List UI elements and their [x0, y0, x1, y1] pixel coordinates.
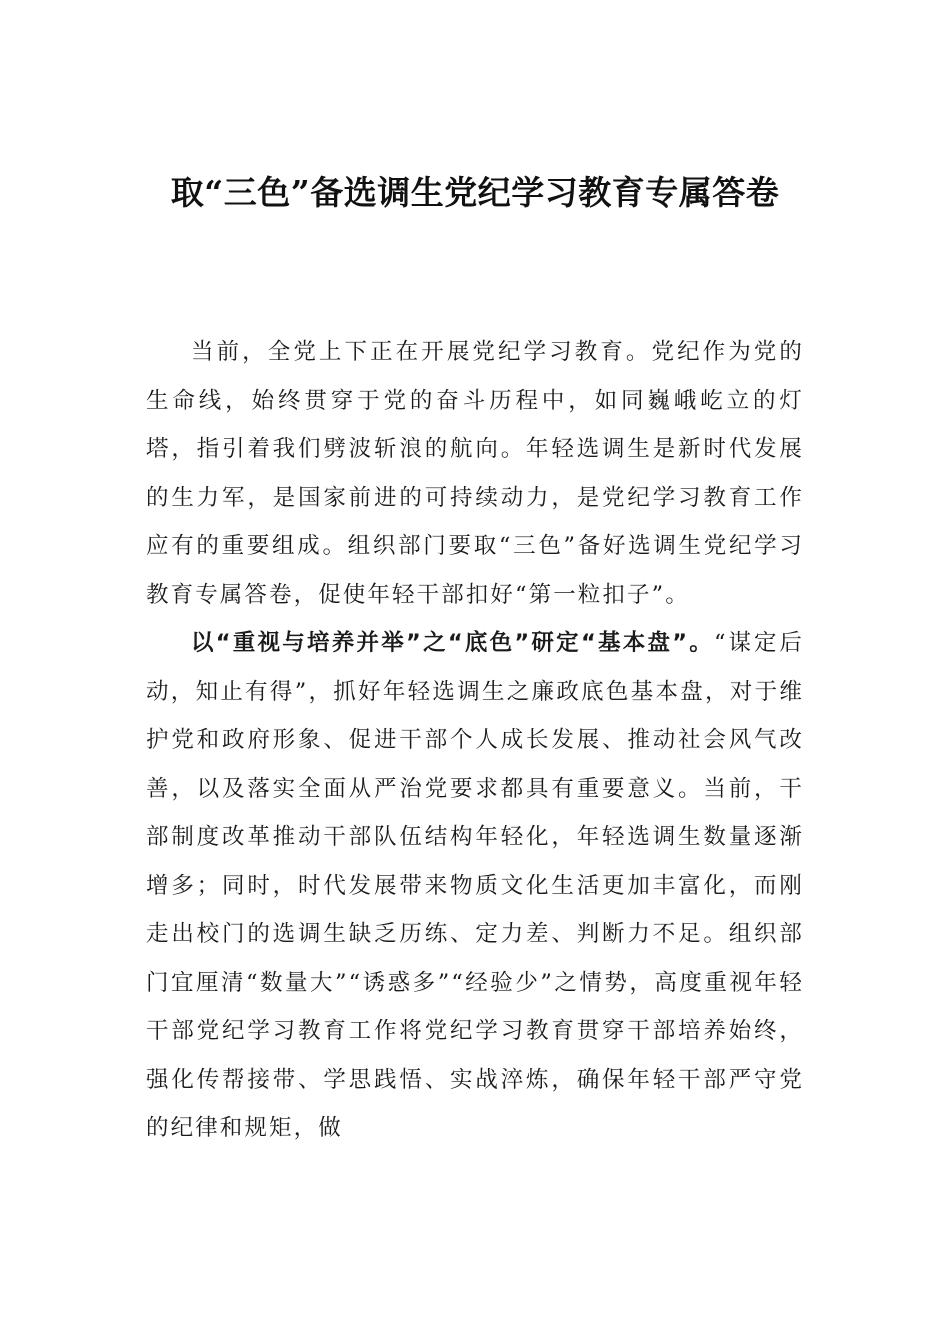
paragraph-section-1	[146, 619, 804, 1153]
section-1-text: “谋定后动，知止有得”，抓好年轻选调生之廉政底色基本盘，对于维护党和政府形象、促进干部个人成长发展、推动社会风气改善，以及落实全面从严治党要求都具有重要意义。当前，干部制度改革推动干部队伍结构年轻化，年轻选调生数量逐渐增多；同时，时代发展带来物质文化生活更加丰富化，而刚走出校门的选调生缺乏历练、定力差、判断力不足。组织部门宜厘清“数量大”“诱惑多”“经验少”之情势，高度重视年轻干部党纪学习教育工作将党纪学习教育贯穿干部培养始终，强化传帮接带、学思践悟、实战淬炼，确保年轻干部严守党的纪律和规矩，做	[146, 630, 804, 1141]
document-body	[146, 328, 804, 1153]
paragraph-intro	[146, 328, 804, 619]
document-title: 取“三色”备选调生党纪学习教育专属答卷	[170, 173, 780, 212]
paragraph-intro-text: 当前，全党上下正在开展党纪学习教育。党纪作为党的生命线，始终贯穿于党的奋斗历程中，如同巍峨屹立的灯塔，指引着我们劈波斩浪的航向。年轻选调生是新时代发展的生力军，是国家前进的可持续动力，是党纪学习教育工作应有的重要组成。组织部门要取“三色”备好选调生党纪学习教育专属答卷，促使年轻干部扣好“第一粒扣子”。	[146, 339, 804, 608]
section-1-heading: 以“重视与培养并举”之“底色”研定“基本盘”。	[191, 630, 715, 656]
